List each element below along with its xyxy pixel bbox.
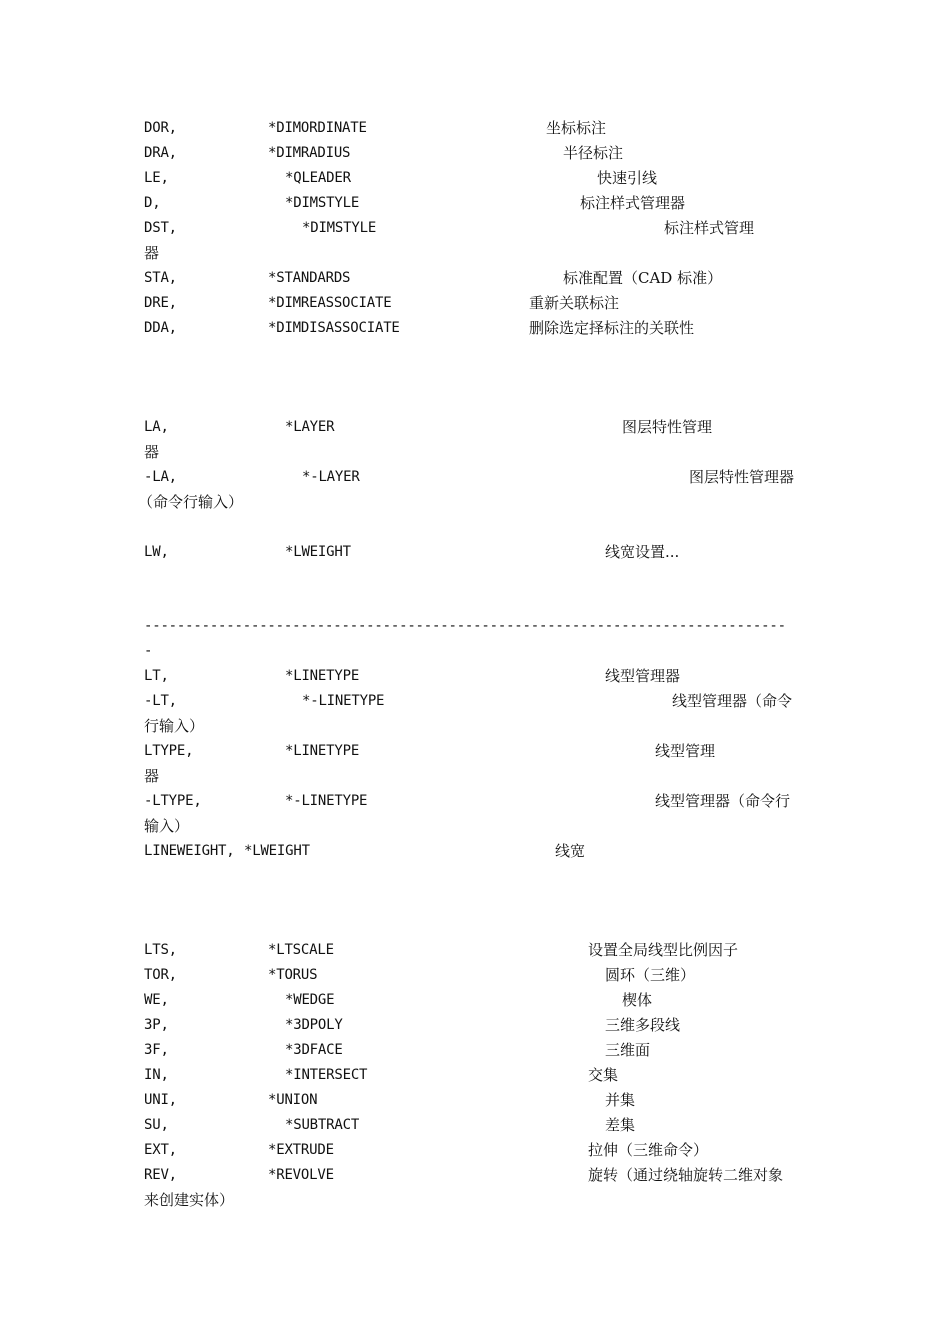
command-row [0, 1163, 950, 1188]
command-alias: SU, [144, 1117, 169, 1133]
command-description: 拉伸（三维命令） [588, 1141, 709, 1159]
command-alias: DST, [144, 220, 177, 236]
command-description: 标注样式管理器 [580, 194, 686, 212]
command-alias: -LA, [144, 469, 177, 485]
command-description: 设置全局线型比例因子 [588, 941, 739, 959]
command-description: 楔体 [622, 991, 653, 1009]
command-alias: REV, [144, 1167, 177, 1183]
command-description: 线型管理器（命令 [672, 692, 793, 710]
command-description: 图层特性管理器 [689, 468, 795, 486]
command-name: *-LINETYPE [285, 793, 368, 809]
command-row [0, 689, 950, 714]
command-name: *REVOLVE [268, 1167, 334, 1183]
command-description: 线宽设置... [605, 543, 680, 561]
command-description: 线宽 [555, 842, 586, 860]
command-name: *-LAYER [302, 469, 360, 485]
command-name: *DIMDISASSOCIATE [268, 320, 400, 336]
wrapped-text: 器 [144, 244, 160, 262]
command-row [0, 415, 950, 440]
command-row [0, 191, 950, 216]
command-description: 标注样式管理 [664, 219, 755, 237]
command-row [0, 938, 950, 963]
command-description: 差集 [605, 1116, 636, 1134]
command-description: 旋转（通过绕轴旋转二维对象 [588, 1166, 784, 1184]
command-description: 三维多段线 [605, 1016, 681, 1034]
command-alias: WE, [144, 992, 169, 1008]
command-row [0, 116, 950, 141]
separator-line [0, 614, 806, 639]
command-name: *LINETYPE [285, 668, 360, 684]
continuation-line [0, 764, 950, 789]
command-alias: DRE, [144, 295, 177, 311]
command-row [0, 988, 950, 1013]
command-name: *LWEIGHT [244, 843, 310, 859]
command-row [0, 1113, 950, 1138]
continuation-line [0, 714, 950, 739]
command-name: *DIMORDINATE [268, 120, 367, 136]
command-alias: LA, [144, 419, 169, 435]
command-row [0, 664, 950, 689]
continuation-line [0, 490, 950, 515]
continuation-line [0, 1188, 950, 1213]
command-row [0, 1063, 950, 1088]
command-description: 并集 [605, 1091, 636, 1109]
command-alias: -LTYPE, [144, 793, 202, 809]
command-description: 重新关联标注 [529, 294, 620, 312]
command-alias: TOR, [144, 967, 177, 983]
command-name: *LTSCALE [268, 942, 334, 958]
command-row [0, 141, 950, 166]
command-description: 半径标注 [563, 144, 624, 162]
command-alias: LT, [144, 668, 169, 684]
command-row [0, 1138, 950, 1163]
command-description: 线型管理 [655, 742, 716, 760]
command-row [0, 291, 950, 316]
continuation-line [0, 440, 950, 465]
command-row [0, 839, 950, 864]
command-description: 快速引线 [597, 169, 658, 187]
wrapped-text: 器 [144, 767, 160, 785]
continuation-line [0, 814, 950, 839]
wrapped-text: 输入） [144, 817, 190, 835]
command-name: *DIMRADIUS [268, 145, 351, 161]
command-name: *LWEIGHT [285, 544, 351, 560]
command-name: *-LINETYPE [302, 693, 385, 709]
command-row [0, 266, 950, 291]
command-alias: DDA, [144, 320, 177, 336]
command-row [0, 963, 950, 988]
command-description: 删除选定择标注的关联性 [529, 319, 695, 337]
command-row [0, 1013, 950, 1038]
command-row [0, 1088, 950, 1113]
command-description: 线型管理器 [605, 667, 681, 685]
command-alias: LTYPE, [144, 743, 194, 759]
command-name: *QLEADER [285, 170, 351, 186]
command-alias: DRA, [144, 145, 177, 161]
command-alias: IN, [144, 1067, 169, 1083]
command-description: 圆环（三维） [605, 966, 696, 984]
command-name: *TORUS [268, 967, 318, 983]
command-name: *STANDARDS [268, 270, 351, 286]
command-name: *UNION [268, 1092, 318, 1108]
command-alias: STA, [144, 270, 177, 286]
wrapped-text: （命令行输入） [138, 493, 244, 511]
wrapped-text: 器 [144, 443, 160, 461]
command-name: *3DFACE [285, 1042, 343, 1058]
command-description: 交集 [588, 1066, 619, 1084]
command-alias: LW, [144, 544, 169, 560]
command-alias: LINEWEIGHT, [144, 843, 235, 859]
command-row [0, 465, 950, 490]
command-row [0, 540, 950, 565]
command-alias: D, [144, 195, 161, 211]
command-description: 线型管理器（命令行 [655, 792, 791, 810]
command-row [0, 216, 950, 241]
command-name: *LINETYPE [285, 743, 360, 759]
command-alias: EXT, [144, 1142, 177, 1158]
command-name: *INTERSECT [285, 1067, 368, 1083]
command-alias: 3F, [144, 1042, 169, 1058]
command-name: *LAYER [285, 419, 335, 435]
command-alias: -LT, [144, 693, 177, 709]
command-description: 标准配置（CAD 标准） [563, 269, 723, 287]
command-description: 坐标标注 [546, 119, 607, 137]
continuation-line [0, 241, 950, 266]
wrapped-text: 来创建实体） [144, 1191, 235, 1209]
command-name: *EXTRUDE [268, 1142, 334, 1158]
command-name: *DIMSTYLE [302, 220, 377, 236]
command-row [0, 166, 950, 191]
command-row [0, 1038, 950, 1063]
command-name: *3DPOLY [285, 1017, 343, 1033]
command-alias: LE, [144, 170, 169, 186]
separator-dash: - [144, 643, 153, 659]
command-alias: UNI, [144, 1092, 177, 1108]
command-row [0, 316, 950, 341]
command-name: *SUBTRACT [285, 1117, 360, 1133]
command-name: *DIMSTYLE [285, 195, 360, 211]
command-description: 图层特性管理 [622, 418, 713, 436]
command-name: *WEDGE [285, 992, 335, 1008]
command-description: 三维面 [605, 1041, 651, 1059]
command-row [0, 739, 950, 764]
command-alias: 3P, [144, 1017, 169, 1033]
command-name: *DIMREASSOCIATE [268, 295, 392, 311]
separator-continuation [0, 639, 950, 664]
command-alias: DOR, [144, 120, 177, 136]
wrapped-text: 行输入） [144, 717, 205, 735]
command-alias: LTS, [144, 942, 177, 958]
command-row [0, 789, 950, 814]
separator-dashes: ------------------------------------------------------------------------------ [144, 618, 786, 634]
